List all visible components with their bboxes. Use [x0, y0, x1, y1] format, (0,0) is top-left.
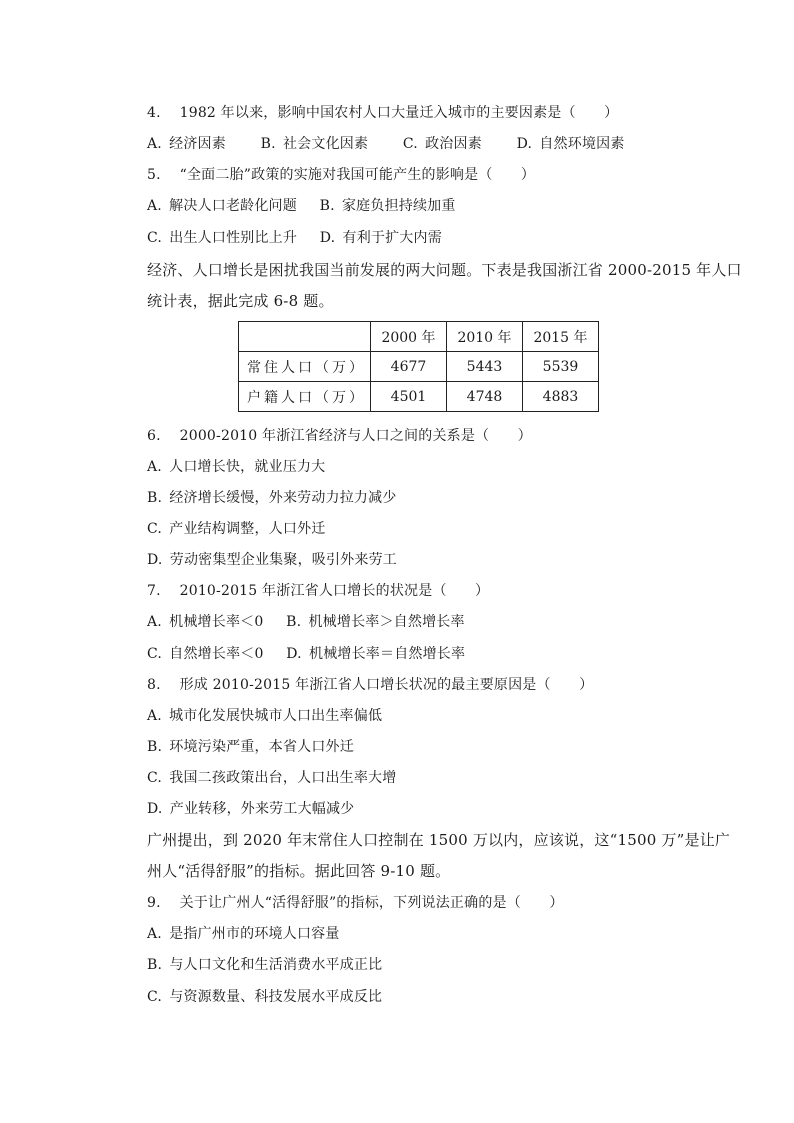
q5-option-d: D. 有利于扩大内需	[319, 230, 442, 246]
q6-option-b: B. 经济增长缓慢，外来劳动力拉力减少	[147, 490, 397, 506]
q9-option-a: A. 是指广州市的环境人口容量	[147, 926, 340, 942]
table-header-2000: 2000 年	[371, 322, 447, 352]
q7-option-d: D. 机械增长率＝自然增长率	[286, 646, 466, 662]
q8-option-a: A. 城市化发展快城市人口出生率偏低	[147, 708, 383, 724]
cell-resident-2015: 5539	[523, 352, 599, 382]
table-header-row	[239, 322, 599, 352]
q6-option-c: C. 产业结构调整，人口外迁	[147, 521, 326, 537]
question-6-stem: 6. 2000-2010 年浙江省经济与人口之间的关系是（ ）	[147, 428, 532, 444]
intro-6-8-line2: 统计表，据此完成 6-8 题。	[147, 292, 334, 310]
q8-option-d: D. 产业转移，外来劳工大幅减少	[147, 801, 355, 817]
question-4-options	[147, 134, 625, 154]
cell-registered-2000: 4501	[371, 382, 447, 412]
table-header-2015: 2015 年	[523, 322, 599, 352]
q8-option-b: B. 环境污染严重，本省人口外迁	[147, 739, 354, 755]
q4-option-c: C. 政治因素	[402, 136, 482, 152]
intro-9-10-line1: 广州提出，到 2020 年末常住人口控制在 1500 万以内，应该说，这“1500 万”是让广	[147, 831, 731, 849]
question-5-options-row2	[147, 228, 442, 248]
q7-option-a: A. 机械增长率＜0	[147, 614, 264, 630]
question-8-stem: 8. 形成 2010-2015 年浙江省人口增长状况的最主要原因是（ ）	[147, 677, 594, 693]
q7-option-b: B. 机械增长率＞自然增长率	[286, 614, 465, 630]
row-label-registered: 户籍人口（万）	[239, 382, 371, 412]
q7-option-c: C. 自然增长率＜0	[147, 646, 264, 662]
q5-option-b: B. 家庭负担持续加重	[319, 198, 456, 214]
cell-resident-2000: 4677	[371, 352, 447, 382]
q8-option-c: C. 我国二孩政策出台，人口出生率大增	[147, 770, 397, 786]
cell-registered-2015: 4883	[523, 382, 599, 412]
question-9-stem: 9. 关于让广州人“活得舒服”的指标，下列说法正确的是（ ）	[147, 895, 564, 911]
q4-option-a: A. 经济因素	[147, 136, 226, 152]
table-header-2010: 2010 年	[447, 322, 523, 352]
row-label-resident: 常住人口（万）	[239, 352, 371, 382]
question-7-stem: 7. 2010-2015 年浙江省人口增长的状况是（ ）	[147, 583, 490, 599]
question-7-options-row1	[147, 612, 465, 632]
question-4-stem: 4. 1982 年以来，影响中国农村人口大量迁入城市的主要因素是（ ）	[147, 105, 619, 121]
zhejiang-population-table	[238, 321, 599, 412]
q9-option-b: B. 与人口文化和生活消费水平成正比	[147, 957, 383, 973]
table-row	[239, 382, 599, 412]
q6-option-d: D. 劳动密集型企业集聚，吸引外来劳工	[147, 552, 397, 568]
q9-option-c: C. 与资源数量、科技发展水平成反比	[147, 989, 383, 1005]
q4-option-d: D. 自然环境因素	[516, 136, 625, 152]
q5-option-c: C. 出生人口性别比上升	[147, 230, 298, 246]
q4-option-b: B. 社会文化因素	[260, 136, 369, 152]
question-5-stem: 5. “全面二胎”政策的实施对我国可能产生的影响是（ ）	[147, 167, 536, 183]
question-5-options-row1	[147, 196, 456, 216]
intro-9-10-line2: 州人“活得舒服”的指标。据此回答 9-10 题。	[147, 862, 451, 880]
question-7-options-row2	[147, 644, 465, 664]
intro-6-8-line1: 经济、人口增长是困扰我国当前发展的两大问题。下表是我国浙江省 2000-2015 年人口	[147, 261, 742, 279]
cell-registered-2010: 4748	[447, 382, 523, 412]
table-corner-cell	[239, 322, 371, 352]
cell-resident-2010: 5443	[447, 352, 523, 382]
table-row	[239, 352, 599, 382]
q6-option-a: A. 人口增长快，就业压力大	[147, 459, 326, 475]
q5-option-a: A. 解决人口老龄化问题	[147, 198, 297, 214]
